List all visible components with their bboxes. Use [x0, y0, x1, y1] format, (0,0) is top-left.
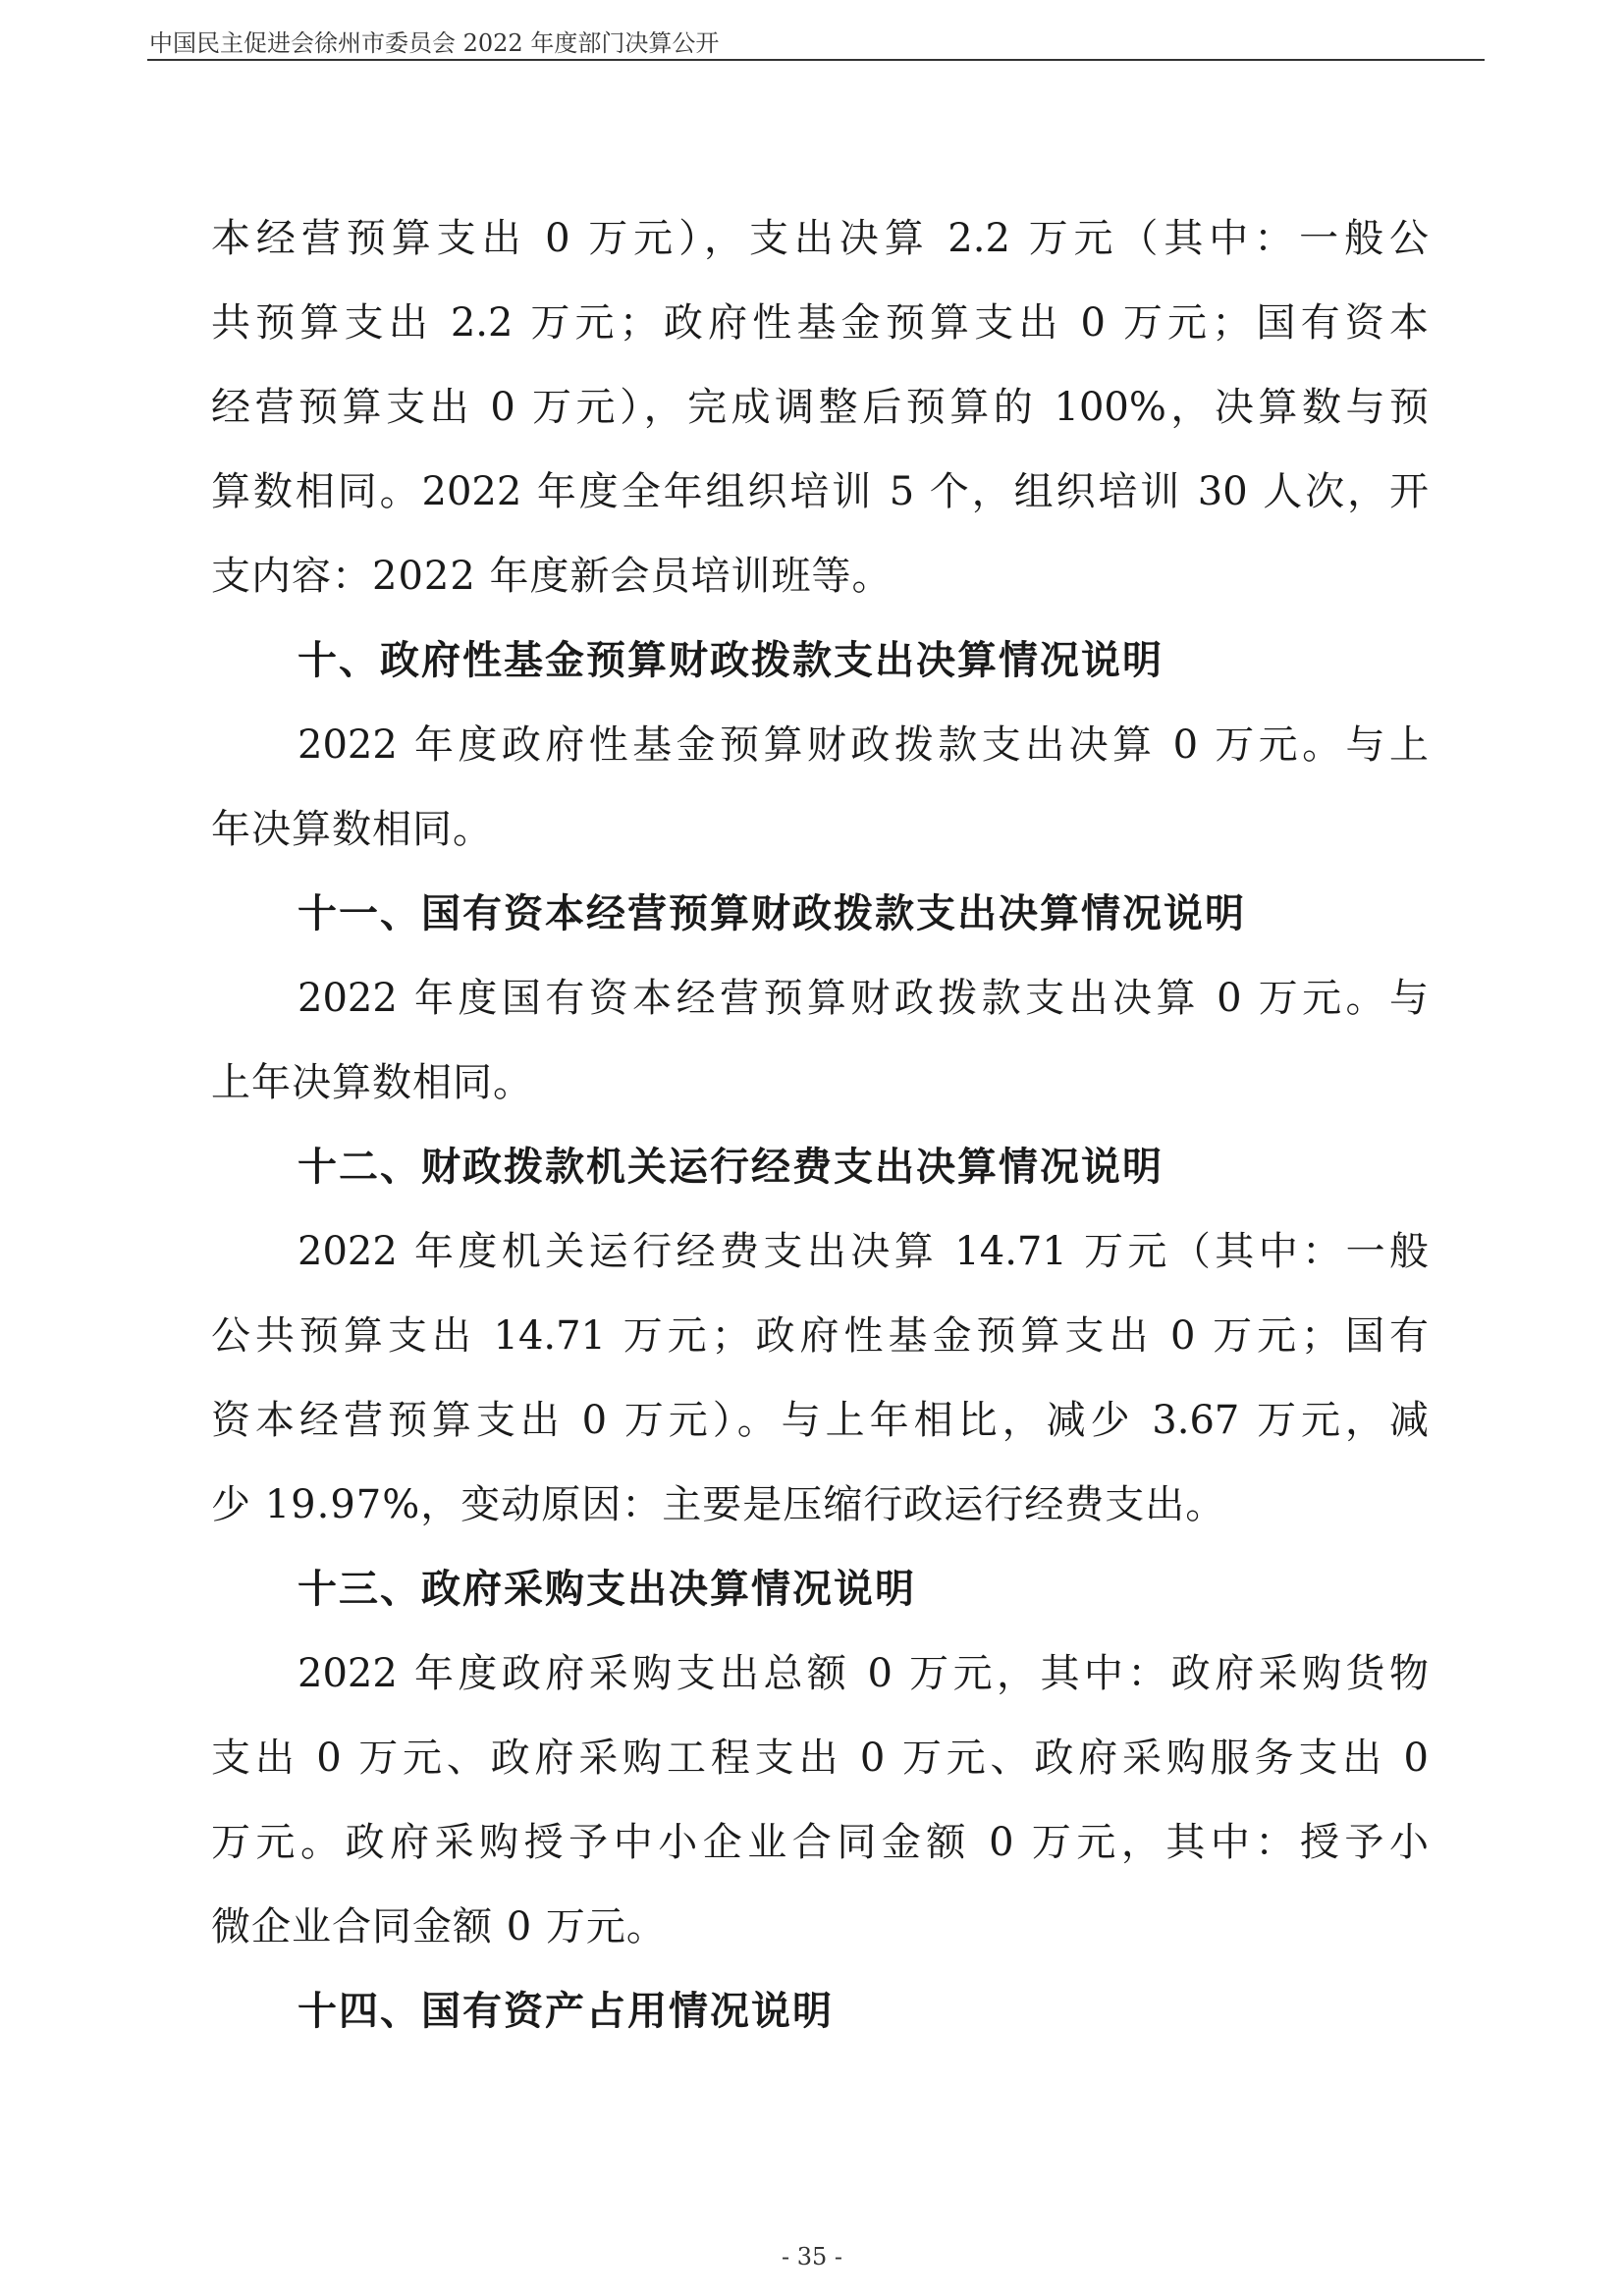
section-heading-10: 十、政府性基金预算财政拨款支出决算情况说明: [298, 638, 1164, 683]
body-line: 2022 年度政府性基金预算财政拨款支出决算 0 万元。与上: [298, 722, 1429, 768]
document-body: [211, 196, 1429, 2054]
body-line: 上年决算数相同。: [211, 1060, 533, 1105]
body-line: 经营预算支出 0 万元），完成调整后预算的 100%，决算数与预: [211, 385, 1429, 430]
header-title: 中国民主促进会徐州市委员会 2022 年度部门决算公开: [149, 29, 720, 57]
page-header: [147, 18, 1485, 61]
body-line: 本经营预算支出 0 万元），支出决算 2.2 万元（其中：一般公: [211, 216, 1429, 261]
body-line: 年决算数相同。: [211, 807, 493, 852]
body-line: 2022 年度机关运行经费支出决算 14.71 万元（其中：一般: [298, 1229, 1429, 1274]
body-line: 支出 0 万元、政府采购工程支出 0 万元、政府采购服务支出 0: [211, 1735, 1429, 1781]
page-number: - 35 -: [781, 2243, 842, 2270]
body-line: 少 19.97%，变动原因：主要是压缩行政运行经费支出。: [211, 1482, 1226, 1527]
body-line: 2022 年度政府采购支出总额 0 万元，其中：政府采购货物: [298, 1651, 1429, 1696]
section-heading-14: 十四、国有资产占用情况说明: [298, 1989, 834, 2034]
body-line: 微企业合同金额 0 万元。: [211, 1904, 667, 1949]
body-line: 公共预算支出 14.71 万元；政府性基金预算支出 0 万元；国有: [211, 1313, 1429, 1359]
section-heading-12: 十二、财政拨款机关运行经费支出决算情况说明: [298, 1145, 1164, 1190]
section-heading-13: 十三、政府采购支出决算情况说明: [298, 1567, 916, 1612]
body-line: 资本经营预算支出 0 万元）。与上年相比，减少 3.67 万元，减: [211, 1398, 1429, 1443]
body-line: 共预算支出 2.2 万元；政府性基金预算支出 0 万元；国有资本: [211, 300, 1429, 346]
body-line: 支内容：2022 年度新会员培训班等。: [211, 554, 893, 599]
section-heading-11: 十一、国有资本经营预算财政拨款支出决算情况说明: [298, 891, 1246, 936]
body-line: 万元。政府采购授予中小企业合同金额 0 万元，其中：授予小: [211, 1820, 1429, 1865]
body-line: 2022 年度国有资本经营预算财政拨款支出决算 0 万元。与: [298, 976, 1429, 1021]
body-line: 算数相同。2022 年度全年组织培训 5 个，组织培训 30 人次，开: [211, 469, 1429, 514]
